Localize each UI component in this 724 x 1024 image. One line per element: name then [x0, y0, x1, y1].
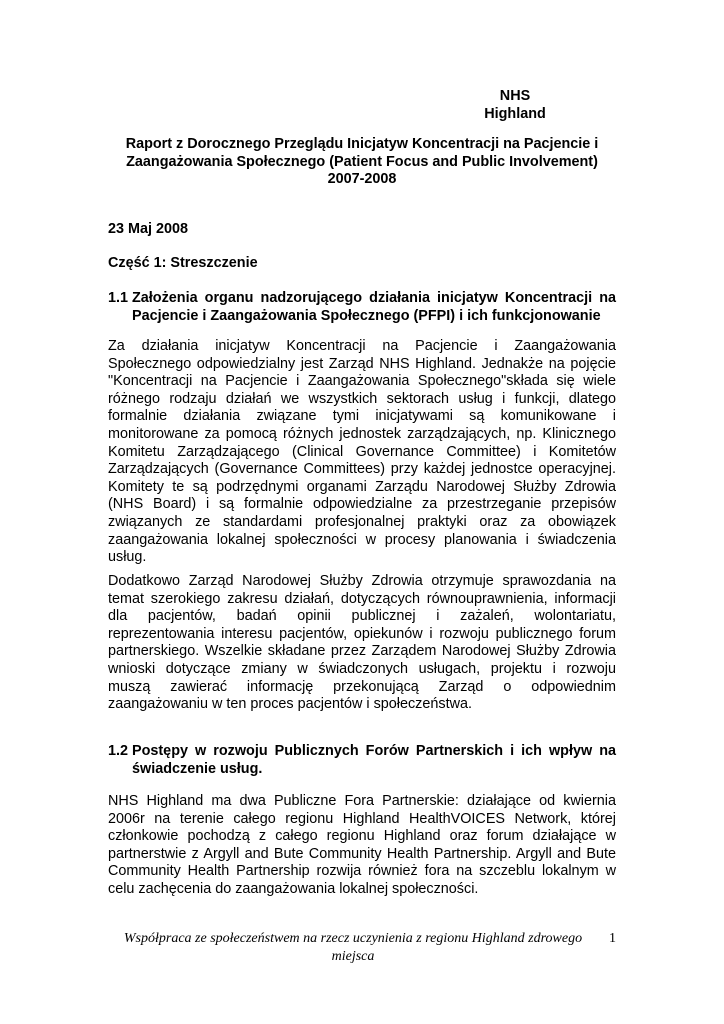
page-number: 1	[609, 931, 616, 946]
paragraph-line: monitorowane za pomocą różnych jednostek zarządzających, np. Klinicznego	[108, 425, 616, 442]
paragraph-line: Zarządzających (Governance Committees) przy każdej jednostce operacyjnej.	[108, 461, 616, 478]
paragraph-line: reprezentowania interesu pacjentów, opiekunów i rozwoju publicznego forum	[108, 625, 616, 642]
report-date: 23 Maj 2008	[108, 221, 189, 237]
paragraph-line: 2006r na terenie całego regionu Highland HealthVOICES Network, której	[108, 810, 616, 827]
paragraph-line: celu zachęcenia do zaangażowania lokalnej społeczności.	[108, 880, 479, 897]
section-1-1-paragraph-1	[108, 338, 616, 567]
page-footer	[108, 930, 616, 966]
organization-header	[470, 88, 560, 123]
section-1-2-heading	[108, 742, 616, 778]
section-heading-line: świadczenie usług.	[132, 761, 263, 777]
paragraph-line: muszą zawierać informację przekonującą Zarząd o odpowiednim	[108, 678, 616, 695]
section-number: 1.2	[108, 743, 129, 759]
paragraph-line: temat szerokiego zakresu działań, dotyczących równouprawnienia, informacji	[108, 590, 616, 607]
paragraph-line: wnioski dotyczące zmiany w świadczonych usługach, projektu i rozwoju	[108, 660, 616, 677]
paragraph-line: zaangażowania lokalnej społeczności w procesy planowania i świadczenia	[108, 531, 616, 548]
paragraph-line: Społecznego odpowiedzialny jest Zarząd NHS Highland. Jednakże na pojęcie	[108, 355, 616, 372]
section-number: 1.1	[108, 290, 129, 306]
paragraph-line: Community Health Partnership rozwija również fora na szczeblu lokalnym w	[108, 863, 616, 880]
paragraph-line: różnego rodzaju działań we wszystkich sektorach usług i funkcji, dlatego	[108, 390, 616, 407]
section-heading-line: Założenia organu nadzorującego działania inicjatyw Koncentracji na	[132, 290, 616, 306]
section-1-2-paragraph-1	[108, 793, 616, 899]
paragraph-line: partnerskiego. Wszelkie składane przez Zarządem Narodowej Służby Zdrowia	[108, 643, 616, 660]
report-title-line1: Raport z Dorocznego Przeglądu Inicjatyw Koncentracji na Pacjencie i	[125, 136, 599, 152]
org-name-line2: Highland	[484, 105, 546, 122]
report-title-line3: 2007-2008	[327, 171, 397, 187]
paragraph-line: związanych ze standardami profesjonalnej praktyki oraz za obowiązek	[108, 513, 616, 530]
section-heading-line: Pacjencie i Zaangażowania Społecznego (PFPI) i ich funkcjonowanie	[132, 308, 601, 324]
footer-text: Współpraca ze społeczeństwem na rzecz uczynienia z regionu Highland zdrowego miejsca	[123, 931, 583, 964]
section-1-1-paragraph-2	[108, 573, 616, 714]
paragraph-line: (NHS Board) i są formalnie odpowiedzialne za przestrzeganie przepisów	[108, 496, 616, 513]
org-name-line1: NHS	[499, 88, 531, 104]
part-heading: Część 1: Streszczenie	[108, 255, 258, 271]
section-heading-line: Postępy w rozwoju Publicznych Forów Partnerskich i ich wpływ na	[132, 743, 616, 759]
paragraph-line: "Koncentracji na Pacjencie i Zaangażowania Społecznego"składa się wiele	[108, 373, 616, 390]
paragraph-line: usług.	[108, 549, 147, 566]
paragraph-line: Komitetu Zarządzającego (Clinical Governance Committee) i Komitetów	[108, 443, 616, 460]
report-title	[108, 136, 616, 189]
paragraph-line: Dodatkowo Zarząd Narodowej Służby Zdrowia otrzymuje sprawozdania na	[108, 573, 616, 589]
paragraph-line: partnerstwie z Argyll and Bute Community Health Partnership. Argyll and Bute	[108, 845, 616, 862]
paragraph-line: zaangażowaniu w ten proces pacjentów i społeczeństwa.	[108, 696, 472, 713]
section-1-1-heading	[108, 289, 616, 325]
paragraph-line: Za działania inicjatyw Koncentracji na Pacjencie i Zaangażowania	[108, 338, 616, 354]
paragraph-line: Komitety te są podrzędnymi organami Zarządu Narodowej Służby Zdrowia	[108, 478, 616, 495]
report-title-line2: Zaangażowania Społecznego (Patient Focus and Public Involvement)	[126, 153, 598, 170]
paragraph-line: członkowie pochodzą z całego regionu Highland oraz forum działające w	[108, 828, 616, 845]
paragraph-line: dla pacjentów, badań opinii publicznej i zażaleń, wolontariatu,	[108, 608, 616, 625]
paragraph-line: NHS Highland ma dwa Publiczne Fora Partnerskie: działające od kwiernia	[108, 793, 616, 809]
paragraph-line: formalnie działania związane tymi inicjatywami są komunikowane i	[108, 408, 616, 425]
